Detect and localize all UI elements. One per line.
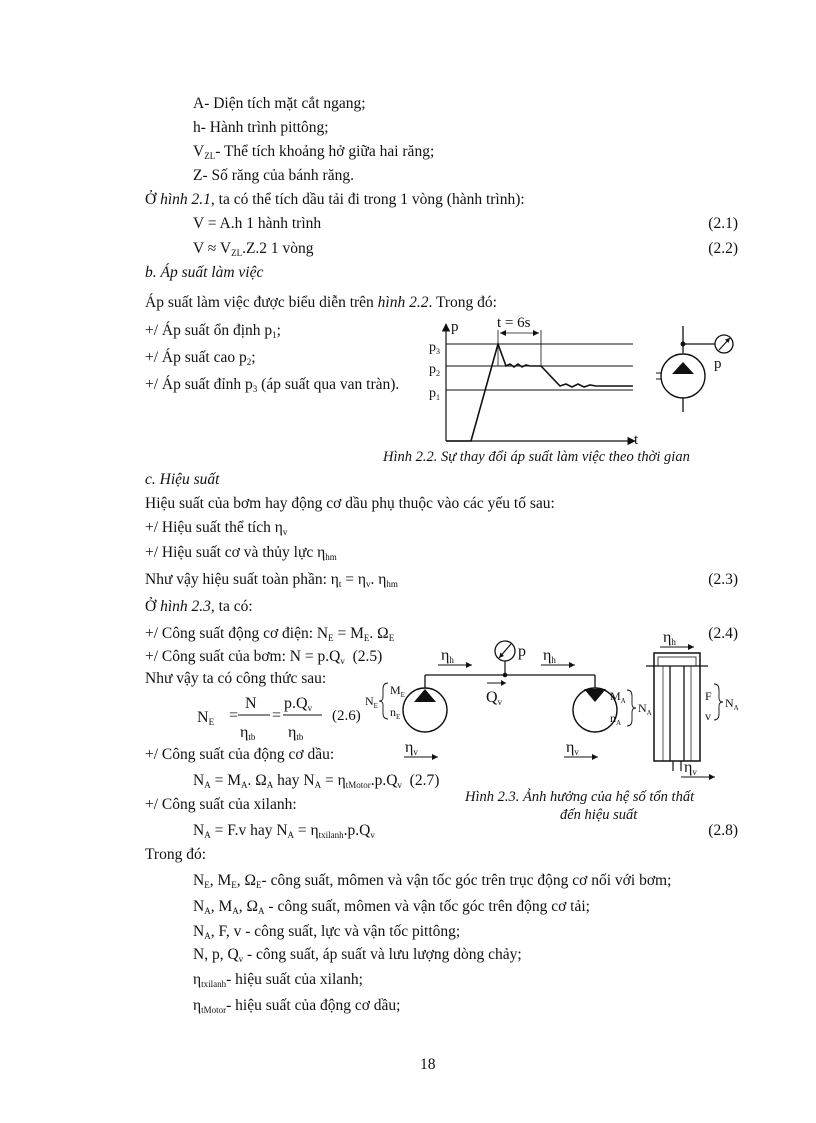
pressure-item-p2: +/ Áp suất cao $p_2$; xyxy=(145,349,256,367)
def-bottom-6: $\eta_{tMotor}-$ hiệu suất của động cơ dầu; xyxy=(193,997,401,1015)
equation-2-5: +/ Công suất của bơm: $N = p.Q_v$ (2.5) xyxy=(145,648,383,666)
svg-text:NA: $N_A$ xyxy=(638,701,652,717)
equation-2-1: V = A.h 1 hành trình xyxy=(193,215,322,232)
equation-2-3-number: (2.3) xyxy=(708,571,738,588)
def-area: A- Diện tích mặt cắt ngang; xyxy=(193,95,366,112)
svg-text:ME: $M_E$ xyxy=(390,683,405,699)
equation-2-4-number: (2.4) xyxy=(708,625,738,642)
def-vzl: $V_{ZL}-$ Thể tích khoảng hở giữa hai răng; xyxy=(193,143,435,161)
svg-text:=: = xyxy=(229,707,239,724)
equation-2-3: Như vậy hiệu suất toàn phần: $\eta_t = \eta_v$. $\eta_{hm}$ xyxy=(145,571,398,589)
figure-2-3-caption-line1: Hình 2.3. Ảnh hưởng của hệ số tổn thất xyxy=(465,789,695,805)
svg-text:NA: $N_A$ xyxy=(725,696,739,712)
def-bottom-2: $N_A$, $M_A$, $\Omega_A$ - công suất, mômen và vận tốc góc trên động cơ tải; xyxy=(193,898,590,916)
pressure-item-p3: +/ Áp suất đỉnh $p_3$ (áp suất qua van tràn). xyxy=(145,376,400,394)
svg-text:nE: $n_E$ xyxy=(390,705,401,721)
equation-2-8-number: (2.8) xyxy=(708,822,738,839)
svg-text:N: N xyxy=(245,695,257,712)
axis-t-label: t xyxy=(634,432,639,448)
section-c-heading: c. Hiệu suất xyxy=(145,471,220,488)
svg-text:=: = xyxy=(272,707,282,724)
svg-text:nA: $n_A$ xyxy=(610,711,622,727)
svg-text:p: p xyxy=(518,643,526,660)
svg-text:ηv: ηv xyxy=(684,759,697,777)
def-bottom-4: N, p, $Q_v$ - công suất, áp suất và lưu lượng dòng chảy; xyxy=(193,946,522,964)
interval-label: t = 6s xyxy=(497,315,531,331)
equation-2-2: $V \approx V_{ZL}.Z.2$ 1 vòng xyxy=(193,240,314,258)
def-bottom-5: $\eta_{txilanh}-$ hiệu suất của xilanh; xyxy=(193,971,363,989)
svg-text:NE: $N_E$ xyxy=(365,694,378,710)
pressure-item-p1: +/ Áp suất ổn định $p_1$; xyxy=(145,322,281,340)
svg-text:ηtb: ηtb xyxy=(288,724,304,742)
level-p3-label: $p_3$ xyxy=(429,340,440,356)
svg-text:NE: NE xyxy=(197,709,215,727)
section-b-heading: b. Áp suất làm việc xyxy=(145,264,264,281)
fig23-reference: Ở hình 2.3, ta có: xyxy=(145,598,253,615)
hydraulic-cylinder-icon xyxy=(646,653,708,771)
equation-2-7: $N_A = M_A$. $\Omega_A$ hay $N_A = \eta_{tMotor}.p.Q_v$ (2.7) xyxy=(193,772,440,790)
def-bottom-3: $N_A$, F, v - công suất, lực và vận tốc pittông; xyxy=(193,923,461,941)
svg-text:Qv: Qv xyxy=(486,689,503,707)
efficiency-intro: Hiệu suất của bơm hay động cơ dầu phụ thuộc vào các yếu tố sau: xyxy=(145,495,555,512)
svg-text:ηh: ηh xyxy=(663,629,676,647)
motor-power-label: +/ Công suất của động cơ dầu: xyxy=(145,746,335,763)
cylinder-power-label: +/ Công suất của xilanh: xyxy=(145,796,297,813)
svg-text:ηh: ηh xyxy=(441,647,454,665)
gauge-label: p xyxy=(714,356,722,372)
figure-2-3-caption-line2: đến hiệu suất xyxy=(560,807,638,823)
svg-text:F: F xyxy=(705,689,712,703)
def-bottom-1: $N_E$, $M_E$, $\Omega_E-$ công suất, mômen và vận tốc góc trên trục động cơ nối với bơm; xyxy=(193,872,672,890)
equation-2-8: $N_A = F.v$ hay $N_A = \eta_{txilanh}.p.Q_v$ xyxy=(193,822,375,840)
figure-2-2-caption: Hình 2.2. Sự thay đổi áp suất làm việc theo thời gian xyxy=(383,449,690,465)
svg-text:v: v xyxy=(705,709,711,723)
def-teeth: Z- Số răng của bánh răng. xyxy=(193,167,354,184)
svg-text:ηv: ηv xyxy=(566,739,579,757)
def-stroke: h- Hành trình pittông; xyxy=(193,119,329,136)
formula-intro: Như vậy ta có công thức sau: xyxy=(145,670,327,687)
level-p1-label: $p_1$ xyxy=(429,386,440,402)
svg-text:(2.6): (2.6) xyxy=(332,708,361,724)
page-number: 18 xyxy=(420,1056,436,1073)
svg-text:MA: $M_A$ xyxy=(610,689,626,705)
equation-2-4: +/ Công suất động cơ điện: $N_E = M_E$. $\Omega_E$ xyxy=(145,625,395,643)
svg-text:ηv: ηv xyxy=(405,739,418,757)
pressure-intro: Áp suất làm việc được biểu diễn trên hình 2.2. Trong đó: xyxy=(145,294,497,311)
equation-2-2-number: (2.2) xyxy=(708,240,738,257)
svg-text:ηh: ηh xyxy=(543,647,556,665)
level-p2-label: $p_2$ xyxy=(429,362,440,378)
fig21-reference: Ở hình 2.1, ta có thể tích dầu tải đi trong 1 vòng (hành trình): xyxy=(145,191,525,208)
efficiency-hydromechanical: +/ Hiệu suất cơ và thủy lực $\eta_{hm}$ xyxy=(145,544,337,562)
svg-text:ηtb: ηtb xyxy=(240,724,256,742)
where-label: Trong đó: xyxy=(145,846,207,863)
equation-2-1-number: (2.1) xyxy=(708,215,738,232)
efficiency-volumetric: +/ Hiệu suất thể tích $\eta_v$ xyxy=(145,519,288,537)
svg-text:p.Qv: p.Qv xyxy=(284,695,313,713)
axis-p-label: p xyxy=(451,319,459,335)
